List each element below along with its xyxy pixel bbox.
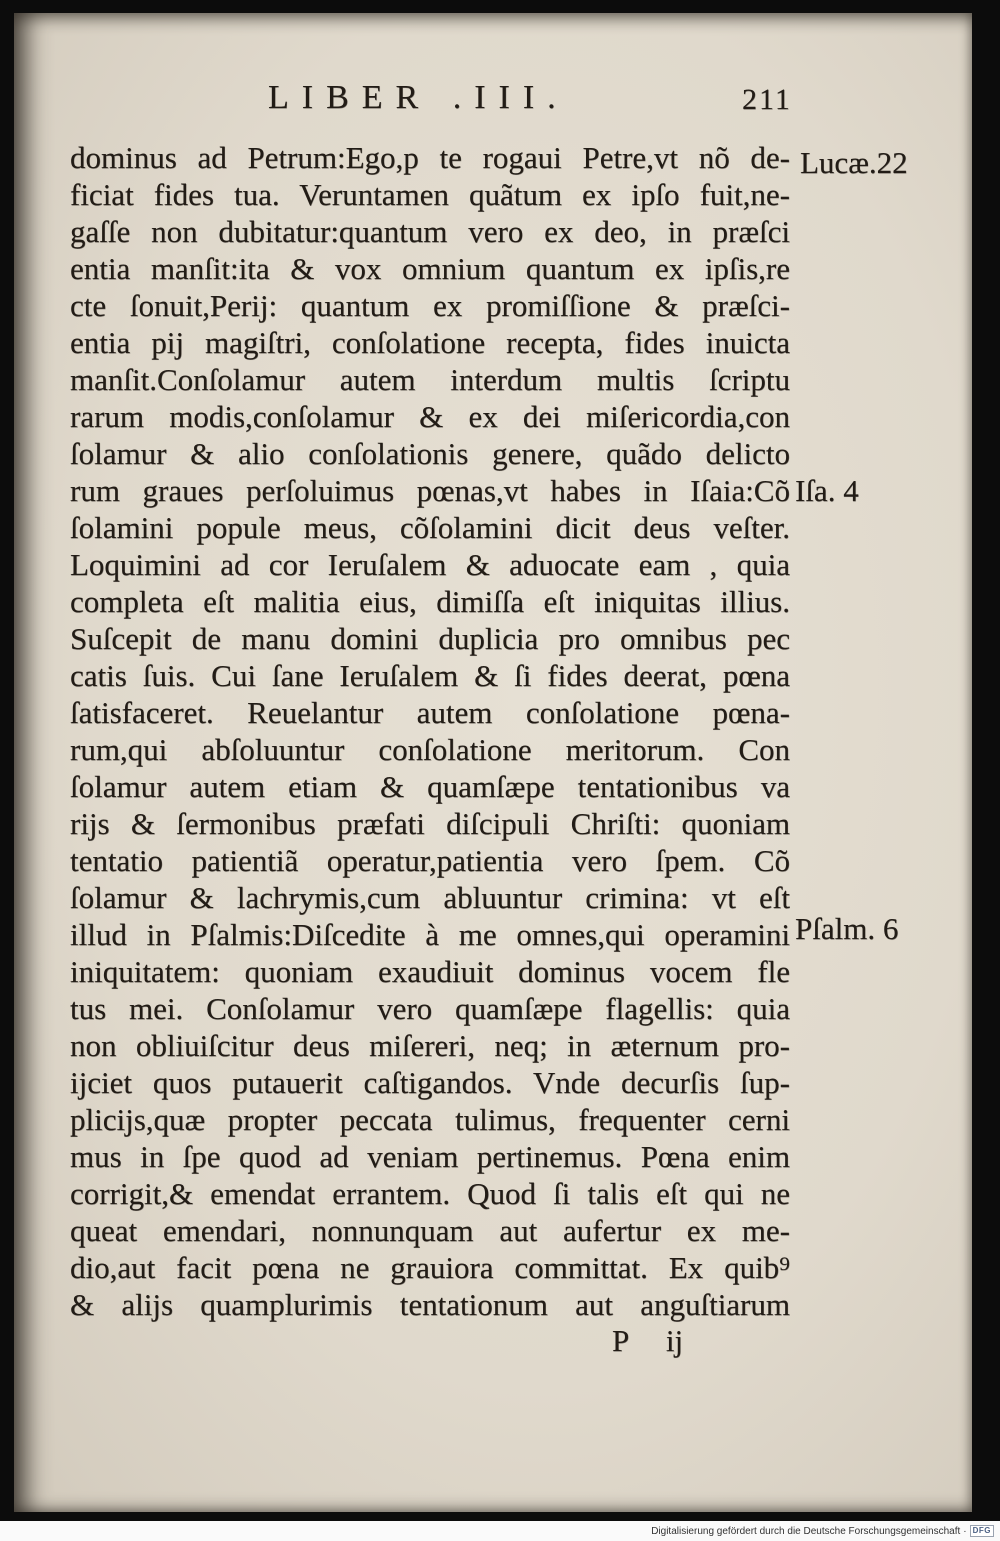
text-line: queat emendari, nonnunquam aut aufertur ex me- xyxy=(70,1213,790,1248)
text-line: dominus ad Petrum:Ego,p te rogaui Petre,vt nõ de- xyxy=(70,140,790,175)
text-line: ſolamur & lachrymis,cum abluuntur crimina: vt eſt xyxy=(70,880,790,915)
signature-mark: P ij xyxy=(612,1323,684,1358)
text-line: ſatisfaceret. Reuelantur autem conſolatione pœna- xyxy=(70,695,790,730)
text-line: tentatio patientiã operatur,patientia vero ſpem. Cõ xyxy=(70,843,790,878)
text-line: manſit.Conſolamur autem interdum multis ſcriptu xyxy=(70,362,790,397)
text-line: rijs & ſermonibus præfati diſcipuli Chriſti: quoniam xyxy=(70,806,790,841)
text-line: tus mei. Conſolamur vero quamſæpe flagellis: quia xyxy=(70,991,790,1026)
body-text xyxy=(70,139,790,1323)
text-line: ficiat fides tua. Veruntamen quãtum ex ipſo fuit,ne- xyxy=(70,177,790,212)
text-line: plicijs,quæ propter peccata tulimus, frequenter cerni xyxy=(70,1102,790,1137)
margin-note-isaiah: Iſa. 4 xyxy=(795,473,859,508)
text-line: cte ſonuit,Perij: quantum ex promiſſione & præſci- xyxy=(70,288,790,323)
text-line: gaſſe non dubitatur:quantum vero ex deo, in præſci xyxy=(70,214,790,249)
text-line: rum graues perſoluimus pœnas,vt habes in Iſaia:Cõ xyxy=(70,473,790,508)
text-line: rum,qui abſoluuntur conſolatione meritorum. Con xyxy=(70,732,790,767)
text-line: ſolamur autem etiam & quamſæpe tentationibus va xyxy=(70,769,790,804)
credit-text: Digitalisierung gefördert durch die Deutsche Forschungsgemeinschaft xyxy=(651,1525,961,1537)
text-line: ſolamini popule meus, cõſolamini dicit deus veſter. xyxy=(70,510,790,545)
credit-separator: · xyxy=(963,1525,967,1537)
text-line: catis ſuis. Cui ſane Ieruſalem & ſi fides deerat, pœna xyxy=(70,658,790,693)
text-line: dio,aut facit pœna ne grauiora committat. Ex quib⁹ xyxy=(70,1250,790,1285)
dfg-logo-icon: DFG xyxy=(970,1525,994,1537)
digitization-credit xyxy=(651,1523,994,1539)
text-line: corrigit,& emendat errantem. Quod ſi talis eſt qui ne xyxy=(70,1176,790,1211)
text-line: Suſcepit de manu domini duplicia pro omnibus pec xyxy=(70,621,790,656)
margin-note-psalm: Pſalm. 6 xyxy=(795,911,899,946)
text-line: Loquimini ad cor Ieruſalem & aduocate eam , quia xyxy=(70,547,790,582)
running-head: LIBER .III. xyxy=(268,79,569,116)
text-line: illud in Pſalmis:Diſcedite à me omnes,qui operamini xyxy=(70,917,790,952)
text-line: non obliuiſcitur deus miſereri, neq; in æternum pro- xyxy=(70,1028,790,1063)
page-number: 211 xyxy=(742,83,792,116)
text-line: entia manſit:ita & vox omnium quantum ex ipſis,re xyxy=(70,251,790,286)
text-line: completa eſt malitia eius, dimiſſa eſt iniquitas illius. xyxy=(70,584,790,619)
text-line: ijciet quos putauerit caſtigandos. Vnde decurſis ſup- xyxy=(70,1065,790,1100)
text-line: iniquitatem: quoniam exaudiuit dominus vocem fle xyxy=(70,954,790,989)
text-line: ſolamur & alio conſolationis genere, quãdo delicto xyxy=(70,436,790,471)
margin-note-luke: Lucæ.22 xyxy=(800,145,908,180)
text-line: entia pij magiſtri, conſolatione recepta, fides inuicta xyxy=(70,325,790,360)
text-line: mus in ſpe quod ad veniam pertinemus. Pœna enim xyxy=(70,1139,790,1174)
text-line: & alijs quamplurimis tentationum aut anguſtiarum xyxy=(70,1287,790,1322)
text-line: rarum modis,conſolamur & ex dei miſericordia,con xyxy=(70,399,790,434)
